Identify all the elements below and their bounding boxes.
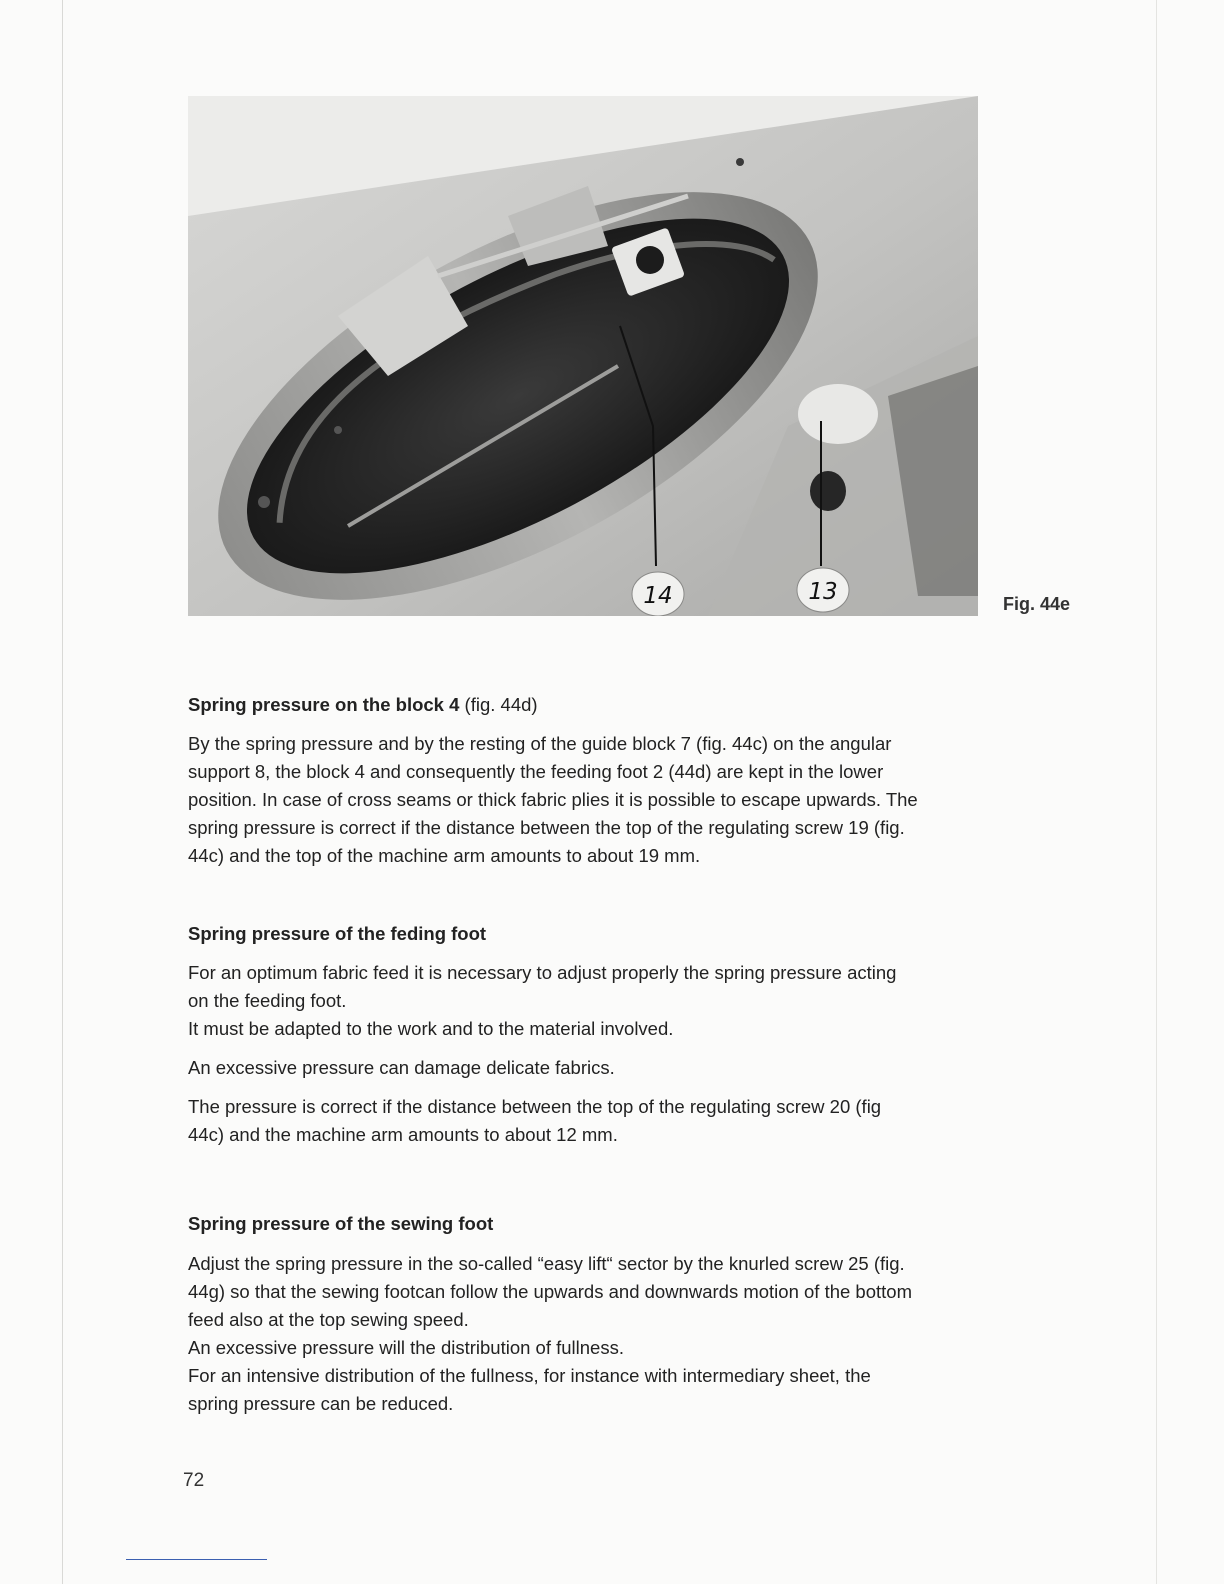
section-feeding-foot-paragraph-2: [188, 1054, 920, 1082]
figure-caption: Fig. 44e: [1003, 594, 1071, 614]
heading-bold-text: Spring pressure of the feding foot: [188, 923, 487, 944]
paragraph: It must be adapted to the work and to the material involved.: [188, 1018, 674, 1039]
page-edge-left: [62, 0, 63, 1584]
callout-14: 14: [643, 583, 673, 609]
heading-bold-text: Spring pressure of the sewing foot: [188, 1213, 494, 1234]
paragraph: An excessive pressure can damage delicate fabrics.: [188, 1057, 615, 1078]
paragraph: For an optimum fabric feed it is necessary to adjust properly the spring pressure acting on the feeding foot.: [188, 962, 897, 1011]
bottom-rule: [126, 1559, 267, 1560]
paragraph: An excessive pressure will the distribution of fullness.: [188, 1337, 624, 1358]
heading-bold-text: Spring pressure on the block 4: [188, 694, 460, 715]
paragraph: By the spring pressure and by the resting of the guide block 7 (fig. 44c) on the angular support 8, the block 4 and consequently the feeding foot 2 (44d) are kept in the lower position. In case of cross seams or thick fabric plies it is possible to escape upwards. The spring pressure is correct if the distance between the top of the regulating screw 19 (fig. 44c) and the top of the machine arm amounts to about 19 mm.: [188, 733, 918, 866]
section-block-pressure-paragraph: [188, 730, 920, 870]
paragraph: The pressure is correct if the distance between the top of the regulating screw 20 (fig 44c) and the machine arm amounts to about 12 mm.: [188, 1096, 882, 1145]
page-number: 72: [183, 1470, 205, 1491]
paragraph: Adjust the spring pressure in the so-called “easy lift“ sector by the knurled screw 25 (fig. 44g) so that the sewing footcan follow the upwards and downwards motion of the bottom feed also at the top sewing speed.: [188, 1253, 912, 1330]
section-feeding-foot-paragraph-3: [188, 1093, 920, 1149]
heading-ref-text: (fig. 44d): [459, 694, 538, 715]
section-sewing-foot-paragraph: [188, 1250, 920, 1418]
section-block-pressure-heading: [188, 691, 920, 719]
machine-photo: [188, 96, 978, 616]
callout-13: 13: [808, 579, 838, 605]
paragraph: For an intensive distribution of the fullness, for instance with intermediary sheet, the spring pressure can be reduced.: [188, 1365, 871, 1414]
section-feeding-foot-paragraph-1: [188, 959, 920, 1043]
page-edge-right: [1156, 0, 1157, 1584]
section-feeding-foot-heading: [188, 920, 920, 948]
section-sewing-foot-heading: [188, 1210, 920, 1238]
